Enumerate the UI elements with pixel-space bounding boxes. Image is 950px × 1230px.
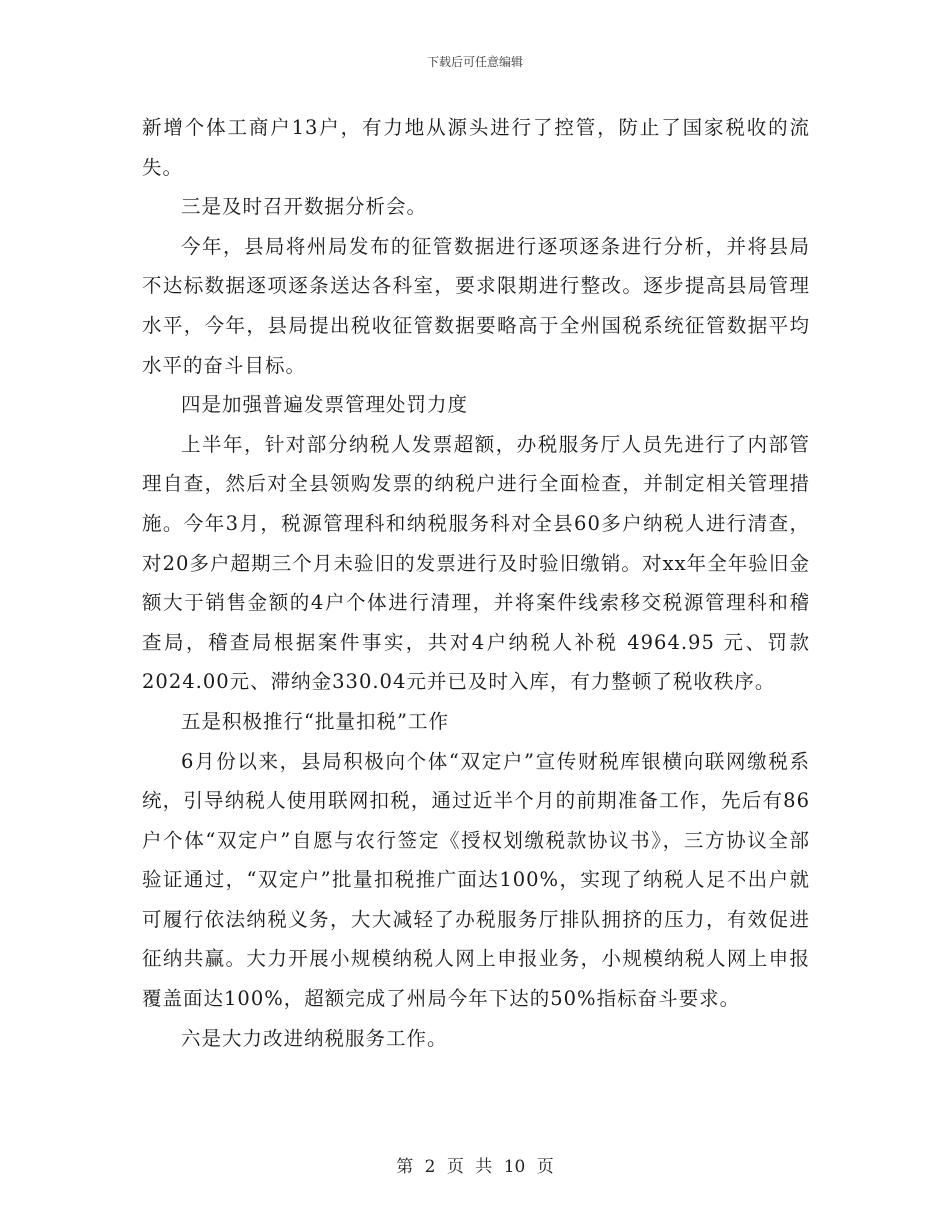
- paragraph: 今年，县局将州局发布的征管数据进行逐项逐条进行分析，并将县局不达标数据逐项逐条送达各科室，要求限期进行整改。逐步提高县局管理水平，今年，县局提出税收征管数据要略高于全州国税系统征管数据平均水平的奋斗目标。: [142, 234, 810, 377]
- total-pages: 10: [503, 1157, 526, 1177]
- footer-total-label: 共: [475, 1157, 493, 1177]
- footer-unit: 页: [536, 1157, 554, 1177]
- page-header: 下载后可任意编辑: [426, 55, 523, 69]
- page-footer: [0, 1152, 950, 1177]
- section-heading: 五是积极推行“批量扣税”工作: [181, 709, 449, 733]
- footer-unit: 页: [446, 1157, 464, 1177]
- paragraph: 6月份以来，县局积极向个体“双定户”宣传财税库银横向联网缴税系统，引导纳税人使用联网扣税，通过近半个月的前期准备工作，先后有86户个体“双定户”自愿与农行签定《授权划缴税款协议书》，三方协议全部验证通过，“双定户”批量扣税推广面达100%，实现了纳税人足不出户就可履行依法纳税义务，大大减轻了办税服务厅排队拥挤的压力，有效促进征纳共赢。大力开展小规模纳税人网上申报业务，小规模纳税人网上申报覆盖面达100%，超额完成了州局今年下达的50%指标奋斗要求。: [142, 749, 810, 1011]
- paragraph: 上半年，针对部分纳税人发票超额，办税服务厅人员先进行了内部管理自查，然后对全县领购发票的纳税户进行全面检查，并制定相关管理措施。今年3月，税源管理科和纳税服务科对全县60多户纳税人进行清查，对20多户超期三个月未验旧的发票进行及时验旧缴销。对xx年全年验旧金额大于销售金额的4户个体进行清理，并将案件线索移交税源管理科和稽查局，稽查局根据案件事实，共对4户纳税人补税 4964.95 元、罚款2024.00元、滞纳金330.04元并已及时入库，有力整顿了税收秩序。: [142, 432, 810, 694]
- page-number: 2: [424, 1157, 436, 1177]
- section-heading: 四是加强普遍发票管理处罚力度: [181, 393, 469, 417]
- footer-prefix: 第: [396, 1157, 414, 1177]
- document-body: [142, 108, 810, 1058]
- paragraph: 新增个体工商户13户，有力地从源头进行了控管，防止了国家税收的流失。: [142, 116, 810, 179]
- section-heading: 六是大力改进纳税服务工作。: [181, 1026, 448, 1050]
- section-heading: 三是及时召开数据分析会。: [181, 195, 428, 219]
